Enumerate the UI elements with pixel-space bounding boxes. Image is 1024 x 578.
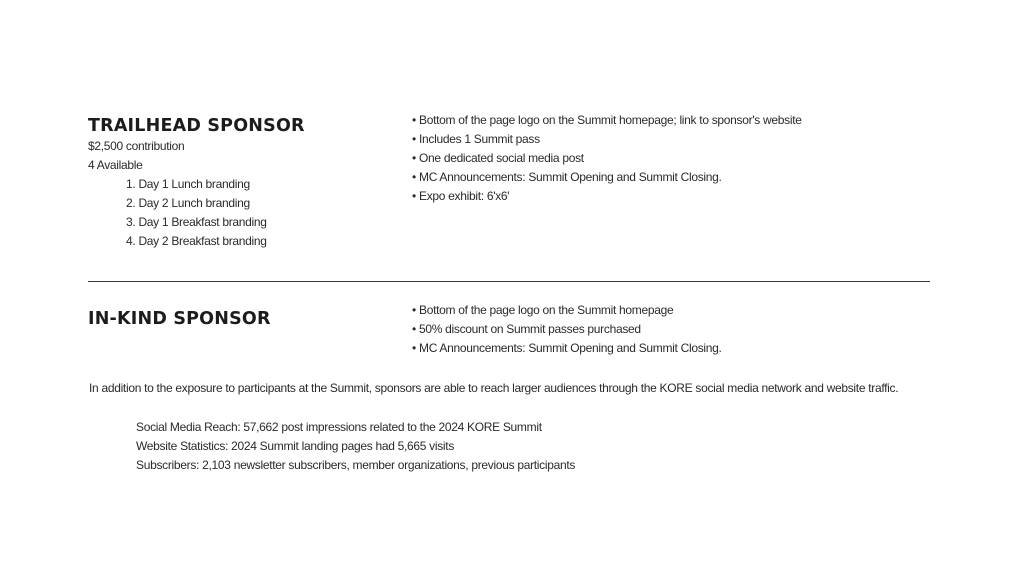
section-divider xyxy=(88,281,930,282)
benefit-text: One dedicated social media post xyxy=(419,151,584,165)
list-item xyxy=(412,320,722,339)
benefit-text: Expo exhibit: 6'x6' xyxy=(419,189,510,203)
trailhead-options-list xyxy=(126,175,267,251)
bullet-icon: • xyxy=(412,132,416,146)
list-item xyxy=(412,111,802,130)
list-item xyxy=(412,168,802,187)
trailhead-availability: 4 Available xyxy=(88,158,143,172)
list-item xyxy=(412,130,802,149)
bullet-icon: • xyxy=(412,170,416,184)
inkind-sponsor-title: IN-KIND SPONSOR xyxy=(88,309,271,329)
list-item xyxy=(412,339,722,358)
inkind-benefits-list xyxy=(412,301,722,358)
benefit-text: Bottom of the page logo on the Summit homepage; link to sponsor's website xyxy=(419,113,802,127)
list-item: 1. Day 1 Lunch branding xyxy=(126,177,250,191)
trailhead-benefits-list xyxy=(412,111,802,206)
benefit-text: MC Announcements: Summit Opening and Summit Closing. xyxy=(419,170,722,184)
list-item xyxy=(412,301,722,320)
bullet-icon: • xyxy=(412,151,416,165)
audience-reach-paragraph: In addition to the exposure to participants at the Summit, sponsors are able to reach larger audiences through the KORE social media network and website traffic. xyxy=(89,381,899,395)
trailhead-contribution: $2,500 contribution xyxy=(88,139,185,153)
list-item xyxy=(412,187,802,206)
benefit-text: MC Announcements: Summit Opening and Summit Closing. xyxy=(419,341,722,355)
trailhead-sponsor-title: TRAILHEAD SPONSOR xyxy=(88,116,305,136)
list-item: 3. Day 1 Breakfast branding xyxy=(126,215,267,229)
list-item xyxy=(412,149,802,168)
benefit-text: Bottom of the page logo on the Summit homepage xyxy=(419,303,674,317)
subscribers: Subscribers: 2,103 newsletter subscribers, member organizations, previous participants xyxy=(136,458,576,472)
bullet-icon: • xyxy=(412,189,416,203)
bullet-icon: • xyxy=(412,322,416,336)
bullet-icon: • xyxy=(412,303,416,317)
bullet-icon: • xyxy=(412,341,416,355)
benefit-text: 50% discount on Summit passes purchased xyxy=(419,322,641,336)
bullet-icon: • xyxy=(412,113,416,127)
list-item: 4. Day 2 Breakfast branding xyxy=(126,234,267,248)
social-media-reach: Social Media Reach: 57,662 post impressions related to the 2024 KORE Summit xyxy=(136,420,542,434)
website-statistics: Website Statistics: 2024 Summit landing pages had 5,665 visits xyxy=(136,439,455,453)
reach-statistics xyxy=(136,418,575,475)
benefit-text: Includes 1 Summit pass xyxy=(419,132,540,146)
list-item: 2. Day 2 Lunch branding xyxy=(126,196,250,210)
